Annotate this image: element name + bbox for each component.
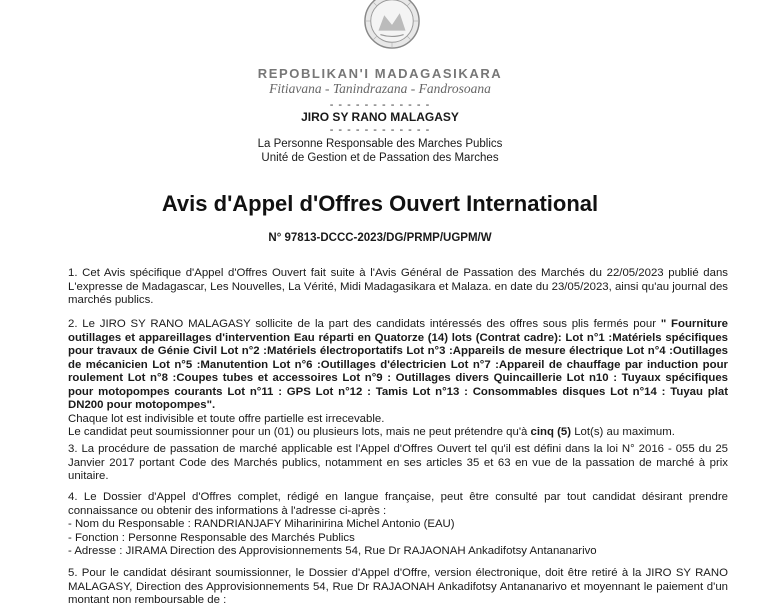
paragraph-3-text: 3. La procédure de passation de marché applicable est l'Appel d'Offres Ouvert tel qu'il est défini dans la loi N° 2016 - 055 du 25 Janvier 2017 portant Code des Marchés publics, notamment en ses articles 35 et 63 en vue de la passation de marché à prix unitaire. [68,443,728,482]
paragraph-2-intro: 2. Le JIRO SY RANO MALAGASY sollicite de la part des candidats intéressés des offres sous plis fermés pour [68,318,657,330]
management-unit: Unité de Gestion et de Passation des Marches [261,152,499,164]
max-lots-before: Le candidat peut soumissionner pour un (01) ou plusieurs lots, mais ne peut prétendre qu'à [68,426,528,438]
organization-name: JIRO SY RANO MALAGASY [301,110,459,124]
paragraph-5 [68,567,728,608]
reference-number: N° 97813-DCCC-2023/DG/PRMP/UGPM/W [268,232,492,244]
max-lots-notice [68,426,728,440]
paragraph-3 [68,443,728,484]
divider-top: - - - - - - - - - - - - [329,99,431,111]
max-lots-after: Lot(s) au maximum. [574,426,675,438]
national-seal-icon [363,0,421,50]
lots-description: " Fourniture outillages et appareillages d'intervention Eau réparti en Quatorze (14) lots (Contrat cadre): Lot n°1 :Matériels spécifiques pour travaux de Génie Civil Lot n°2 :Matériels électroportatifs Lot n°3 :Appareils de mesure électrique Lot n°4 :Outillages de mécanicien Lot n°5 :Manutention Lot n°6 :Outillages d'électricien Lot n°7 :Appareil de chauffage par induction pour roulement Lot n°8 :Coupes tubes et accessoires Lot n°9 : Outillages divers Quincaillerie Lot n10 : Tuyaux spécifiques pour motopompes courants Lot n°11 : GPS Lot n°12 : Tamis Lot n°13 : Consommables disques Lot n°14 : Tuyau plat DN200 pour motopompes". [68,318,729,411]
responsible-person: La Personne Responsable des Marches Publics [257,138,503,150]
responsible-name-line: - Nom du Responsable : RANDRIANJAFY Miharinirina Michel Antonio (EAU) [68,518,455,530]
paragraph-4 [68,491,728,559]
paragraph-1-text: 1. Cet Avis spécifique d'Appel d'Offres Ouvert fait suite à l'Avis Général de Passation des Marchés du 22/05/2023 publié dans L'expresse de Madagascar, Les Nouvelles, La Vérité, Midi Madagasikara et Malaza. en date du 23/05/2023, ainsi qu'au journal des marchés publics. [68,267,728,306]
paragraph-4-intro: 4. Le Dossier d'Appel d'Offres complet, rédigé en langue française, peut être consulté par tout candidat désirant prendre connaissance ou obtenir des informations à l'adresse ci-après : [68,491,728,517]
address-line: - Adresse : JIRAMA Direction des Approvisionnements 54, Rue Dr RAJAONAH Ankadifotsy Antananarivo [68,545,597,557]
national-motto: Fitiavana - Tanindrazana - Fandrosoana [269,81,491,96]
responsible-function-line: - Fonction : Personne Responsable des Marchés Publics [68,531,355,544]
paragraph-2 [68,318,728,440]
max-lots-count: cinq (5) [530,426,572,438]
paragraph-1 [68,267,728,308]
republic-name: REPOBLIKAN'I MADAGASIKARA [257,66,503,81]
paragraph-5-text: 5. Pour le candidat désirant soumissionner, le Dossier d'Appel d'Offre, version électronique, doit être retiré à la JIRO SY RANO MALAGASY, Direction des Approvisionnements 54, Rue Dr RAJAONAH Ankadifotsy Antananarivo et moyennant le paiement d'un montant non remboursable de : [68,567,728,606]
divider-bottom: - - - - - - - - - - - - [329,124,431,136]
indivisible-notice: Chaque lot est indivisible et toute offre partielle est irrecevable. [68,412,385,425]
document-title: Avis d'Appel d'Offres Ouvert International [161,191,599,216]
paragraph-2-body [68,318,728,413]
